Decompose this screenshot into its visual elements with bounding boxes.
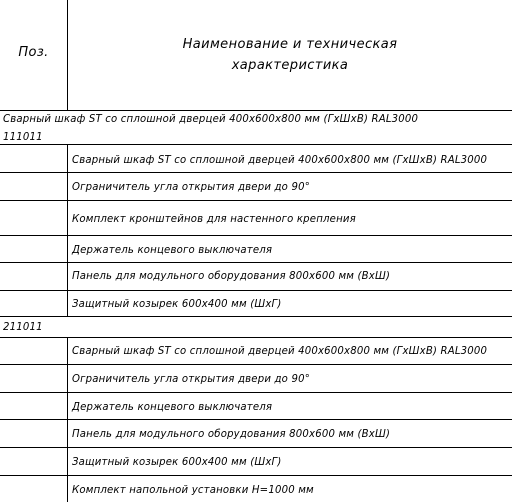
- row-divider: [0, 172, 512, 173]
- list-item: Сварный шкаф ST со сплошной дверцей 400x600x800 мм (ГхШхВ) RAL3000: [72, 153, 488, 166]
- section-code: 211011: [3, 320, 43, 333]
- header-bottom-border: [0, 110, 512, 111]
- list-item: Комплект кронштейнов для настенного крепления: [72, 212, 356, 225]
- list-item: Защитный козырек 600x400 мм (ШхГ): [72, 297, 282, 310]
- list-item: Защитный козырек 600x400 мм (ШхГ): [72, 455, 282, 468]
- row-divider: [0, 447, 512, 448]
- section-divider: [0, 337, 512, 338]
- section-divider: [0, 144, 512, 145]
- row-divider: [0, 262, 512, 263]
- row-divider: [0, 475, 512, 476]
- row-divider: [0, 235, 512, 236]
- list-item: Панель для модульного оборудования 800x600 мм (ВхШ): [72, 427, 391, 440]
- header-name-label-line2: характеристика: [231, 58, 349, 73]
- header-name-label-line1: Наименование и техническая: [182, 37, 398, 52]
- list-item: Держатель концевого выключателя: [72, 243, 273, 256]
- row-divider: [0, 364, 512, 365]
- row-divider: [0, 419, 512, 420]
- header-column-divider: [67, 0, 68, 110]
- list-item: Ограничитель угла открытия двери до 90°: [72, 372, 310, 385]
- list-item: Ограничитель угла открытия двери до 90°: [72, 180, 310, 193]
- header-position-label: Поз.: [18, 45, 49, 60]
- list-item: Сварный шкаф ST со сплошной дверцей 400x600x800 мм (ГхШхВ) RAL3000: [72, 344, 488, 357]
- group-title: Сварный шкаф ST со сплошной дверцей 400x600x800 мм (ГхШхВ) RAL3000: [3, 112, 419, 125]
- list-item: Панель для модульного оборудования 800x600 мм (ВхШ): [72, 269, 391, 282]
- row-divider: [0, 392, 512, 393]
- list-item: Комплект напольной установки H=1000 мм: [72, 483, 314, 496]
- section-code: 111011: [3, 130, 43, 143]
- row-divider: [0, 290, 512, 291]
- list-item: Держатель концевого выключателя: [72, 400, 273, 413]
- section-divider: [0, 316, 512, 317]
- row-divider: [0, 200, 512, 201]
